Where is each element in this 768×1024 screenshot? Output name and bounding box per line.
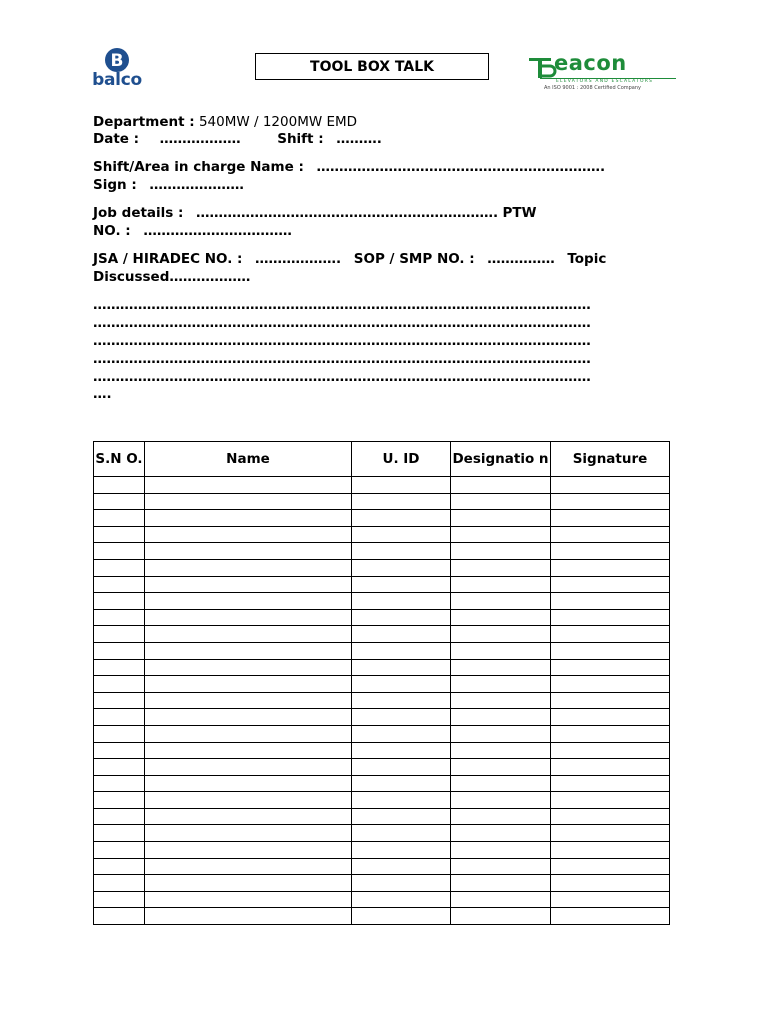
designation-cell[interactable] — [451, 908, 551, 925]
sno-cell[interactable] — [94, 559, 145, 576]
uid-cell[interactable] — [352, 808, 451, 825]
uid-cell[interactable] — [352, 543, 451, 560]
jsa-field[interactable]: ………………. — [255, 251, 342, 267]
signature-cell[interactable] — [551, 642, 670, 659]
sno-cell[interactable] — [94, 526, 145, 543]
designation-cell[interactable] — [451, 477, 551, 494]
date-shift-line — [93, 131, 382, 148]
name-cell[interactable] — [145, 559, 352, 576]
signature-cell[interactable] — [551, 808, 670, 825]
designation-cell[interactable] — [451, 642, 551, 659]
signature-cell[interactable] — [551, 891, 670, 908]
name-cell[interactable] — [145, 593, 352, 610]
header-sno: S.N O. — [94, 442, 145, 477]
designation-cell[interactable] — [451, 842, 551, 859]
designation-cell[interactable] — [451, 692, 551, 709]
signature-cell[interactable] — [551, 576, 670, 593]
uid-cell[interactable] — [352, 908, 451, 925]
uid-cell[interactable] — [352, 493, 451, 510]
date-field[interactable]: ……………… — [159, 131, 241, 147]
ptw-no-label: NO. : — [93, 223, 131, 239]
signature-cell[interactable] — [551, 908, 670, 925]
designation-cell[interactable] — [451, 609, 551, 626]
header-signature: Signature — [551, 442, 670, 477]
name-cell[interactable] — [145, 626, 352, 643]
signature-cell[interactable] — [551, 725, 670, 742]
incharge-label: Shift/Area in charge Name : — [93, 159, 304, 175]
name-cell[interactable] — [145, 510, 352, 527]
designation-cell[interactable] — [451, 775, 551, 792]
name-cell[interactable] — [145, 576, 352, 593]
name-cell[interactable] — [145, 742, 352, 759]
uid-cell[interactable] — [352, 576, 451, 593]
uid-cell[interactable] — [352, 792, 451, 809]
designation-cell[interactable] — [451, 742, 551, 759]
uid-cell[interactable] — [352, 659, 451, 676]
sno-cell[interactable] — [94, 593, 145, 610]
signature-cell[interactable] — [551, 692, 670, 709]
sno-cell[interactable] — [94, 609, 145, 626]
name-cell[interactable] — [145, 676, 352, 693]
signature-cell[interactable] — [551, 543, 670, 560]
sop-label: SOP / SMP NO. : — [353, 251, 475, 267]
header-name: Name — [145, 442, 352, 477]
beacon-tagline: ELEVATORS AND ESCALATORS — [556, 79, 654, 84]
uid-cell[interactable] — [352, 626, 451, 643]
balco-brand-text: balco — [92, 70, 142, 90]
name-cell[interactable] — [145, 775, 352, 792]
incharge-line — [93, 159, 605, 176]
table-row — [94, 493, 670, 510]
table-row — [94, 858, 670, 875]
table-row — [94, 626, 670, 643]
table-row — [94, 559, 670, 576]
form-title: TOOL BOX TALK — [255, 53, 489, 80]
uid-cell[interactable] — [352, 858, 451, 875]
signature-cell[interactable] — [551, 775, 670, 792]
uid-cell[interactable] — [352, 676, 451, 693]
uid-cell[interactable] — [352, 609, 451, 626]
sno-cell[interactable] — [94, 875, 145, 892]
designation-cell[interactable] — [451, 659, 551, 676]
sno-cell[interactable] — [94, 891, 145, 908]
sno-cell[interactable] — [94, 825, 145, 842]
uid-cell[interactable] — [352, 709, 451, 726]
table-row — [94, 742, 670, 759]
uid-cell[interactable] — [352, 842, 451, 859]
name-cell[interactable] — [145, 709, 352, 726]
table-row — [94, 642, 670, 659]
sno-cell[interactable] — [94, 676, 145, 693]
designation-cell[interactable] — [451, 875, 551, 892]
beacon-iso-text: An ISO 9001 : 2008 Certified Company — [544, 85, 642, 91]
sign-line — [93, 177, 244, 194]
name-cell[interactable] — [145, 891, 352, 908]
signature-cell[interactable] — [551, 742, 670, 759]
name-cell[interactable] — [145, 875, 352, 892]
uid-cell[interactable] — [352, 559, 451, 576]
signature-cell[interactable] — [551, 709, 670, 726]
uid-cell[interactable] — [352, 875, 451, 892]
table-row — [94, 659, 670, 676]
designation-cell[interactable] — [451, 526, 551, 543]
signature-cell[interactable] — [551, 526, 670, 543]
designation-cell[interactable] — [451, 559, 551, 576]
designation-cell[interactable] — [451, 593, 551, 610]
uid-cell[interactable] — [352, 775, 451, 792]
name-cell[interactable] — [145, 825, 352, 842]
sno-cell[interactable] — [94, 908, 145, 925]
table-row — [94, 709, 670, 726]
job-details-field[interactable]: …………………………………………………………. — [196, 205, 499, 221]
signature-cell[interactable] — [551, 676, 670, 693]
signature-cell[interactable] — [551, 477, 670, 494]
topic-dotted-line[interactable]: ………………………………………………………………………………………………… — [93, 369, 591, 385]
name-cell[interactable] — [145, 642, 352, 659]
header-designation: Designatio n — [451, 442, 551, 477]
sno-cell[interactable] — [94, 692, 145, 709]
table-row — [94, 842, 670, 859]
sno-cell[interactable] — [94, 626, 145, 643]
topic-dotted-line[interactable]: …. — [93, 386, 112, 402]
sno-cell[interactable] — [94, 725, 145, 742]
signature-cell[interactable] — [551, 759, 670, 776]
sno-cell[interactable] — [94, 659, 145, 676]
name-cell[interactable] — [145, 493, 352, 510]
signature-cell[interactable] — [551, 626, 670, 643]
name-cell[interactable] — [145, 759, 352, 776]
designation-cell[interactable] — [451, 709, 551, 726]
beacon-logo — [524, 51, 680, 95]
table-row — [94, 593, 670, 610]
name-cell[interactable] — [145, 842, 352, 859]
table-row — [94, 609, 670, 626]
signature-cell[interactable] — [551, 609, 670, 626]
job-details-label: Job details : — [93, 205, 184, 221]
table-row — [94, 908, 670, 925]
signature-cell[interactable] — [551, 559, 670, 576]
uid-cell[interactable] — [352, 891, 451, 908]
topic-dotted-line[interactable]: ………………………………………………………………………………………………… — [93, 333, 591, 349]
discussed-label: Discussed — [93, 269, 170, 285]
designation-cell[interactable] — [451, 725, 551, 742]
sno-cell[interactable] — [94, 858, 145, 875]
signature-cell[interactable] — [551, 875, 670, 892]
name-cell[interactable] — [145, 543, 352, 560]
uid-cell[interactable] — [352, 642, 451, 659]
department-line — [93, 114, 357, 131]
topic-dotted-line[interactable]: ………………………………………………………………………………………………… — [93, 315, 591, 331]
uid-cell[interactable] — [352, 477, 451, 494]
designation-cell[interactable] — [451, 858, 551, 875]
signature-cell[interactable] — [551, 825, 670, 842]
signature-cell[interactable] — [551, 659, 670, 676]
table-row — [94, 792, 670, 809]
balco-logo — [86, 48, 148, 92]
designation-cell[interactable] — [451, 808, 551, 825]
sno-cell[interactable] — [94, 493, 145, 510]
sno-cell[interactable] — [94, 510, 145, 527]
designation-cell[interactable] — [451, 493, 551, 510]
signature-cell[interactable] — [551, 858, 670, 875]
incharge-field[interactable]: ………………………………………………………. — [316, 159, 606, 175]
signature-cell[interactable] — [551, 493, 670, 510]
table-header-row — [94, 442, 670, 477]
header-uid: U. ID — [352, 442, 451, 477]
attendance-table — [93, 441, 670, 925]
designation-cell[interactable] — [451, 891, 551, 908]
table-row — [94, 477, 670, 494]
designation-cell[interactable] — [451, 676, 551, 693]
shift-label: Shift : — [277, 131, 324, 147]
attendance-table-body — [94, 477, 670, 925]
uid-cell[interactable] — [352, 825, 451, 842]
signature-cell[interactable] — [551, 792, 670, 809]
table-row — [94, 759, 670, 776]
topic-dotted-line[interactable]: ………………………………………………………………………………………………… — [93, 351, 591, 367]
table-row — [94, 692, 670, 709]
name-cell[interactable] — [145, 692, 352, 709]
name-cell[interactable] — [145, 808, 352, 825]
table-row — [94, 808, 670, 825]
ptw-no-line — [93, 223, 292, 240]
uid-cell[interactable] — [352, 510, 451, 527]
topic-label: Topic — [567, 251, 607, 267]
discussed-line — [93, 269, 250, 286]
sign-label: Sign : — [93, 177, 137, 193]
sno-cell[interactable] — [94, 709, 145, 726]
table-row — [94, 875, 670, 892]
ptw-label: PTW — [502, 205, 537, 221]
jsa-sop-line — [93, 251, 606, 268]
signature-cell[interactable] — [551, 842, 670, 859]
shift-field[interactable]: ………. — [336, 131, 382, 147]
designation-cell[interactable] — [451, 792, 551, 809]
sno-cell[interactable] — [94, 759, 145, 776]
name-cell[interactable] — [145, 526, 352, 543]
department-value[interactable]: 540MW / 1200MW EMD — [198, 114, 358, 130]
sign-field[interactable]: ………………… — [149, 177, 244, 193]
uid-cell[interactable] — [352, 526, 451, 543]
sno-cell[interactable] — [94, 792, 145, 809]
sno-cell[interactable] — [94, 477, 145, 494]
name-cell[interactable] — [145, 477, 352, 494]
signature-cell[interactable] — [551, 593, 670, 610]
ptw-no-field[interactable]: …………………………… — [143, 223, 292, 239]
table-row — [94, 510, 670, 527]
beacon-brand-text: eacon — [554, 51, 627, 75]
designation-cell[interactable] — [451, 626, 551, 643]
table-row — [94, 775, 670, 792]
sno-cell[interactable] — [94, 775, 145, 792]
sno-cell[interactable] — [94, 842, 145, 859]
table-row — [94, 576, 670, 593]
name-cell[interactable] — [145, 858, 352, 875]
sop-field[interactable]: …………… — [487, 251, 555, 267]
designation-cell[interactable] — [451, 510, 551, 527]
sno-cell[interactable] — [94, 808, 145, 825]
designation-cell[interactable] — [451, 576, 551, 593]
sno-cell[interactable] — [94, 742, 145, 759]
svg-text:B: B — [110, 51, 124, 71]
designation-cell[interactable] — [451, 825, 551, 842]
table-row — [94, 676, 670, 693]
jsa-label: JSA / HIRADEC NO. : — [93, 251, 243, 267]
table-row — [94, 891, 670, 908]
designation-cell[interactable] — [451, 759, 551, 776]
table-row — [94, 543, 670, 560]
discussed-field[interactable]: ……………… — [169, 269, 251, 285]
designation-cell[interactable] — [451, 543, 551, 560]
table-row — [94, 725, 670, 742]
table-row — [94, 526, 670, 543]
uid-cell[interactable] — [352, 692, 451, 709]
date-label: Date : — [93, 131, 140, 147]
job-details-line — [93, 205, 536, 222]
table-row — [94, 825, 670, 842]
uid-cell[interactable] — [352, 725, 451, 742]
name-cell[interactable] — [145, 908, 352, 925]
uid-cell[interactable] — [352, 742, 451, 759]
uid-cell[interactable] — [352, 759, 451, 776]
sno-cell[interactable] — [94, 642, 145, 659]
department-label: Department : — [93, 114, 195, 130]
sno-cell[interactable] — [94, 576, 145, 593]
sno-cell[interactable] — [94, 543, 145, 560]
name-cell[interactable] — [145, 609, 352, 626]
name-cell[interactable] — [145, 659, 352, 676]
name-cell[interactable] — [145, 725, 352, 742]
topic-dotted-line[interactable]: ………………………………………………………………………………………………… — [93, 297, 591, 313]
signature-cell[interactable] — [551, 510, 670, 527]
uid-cell[interactable] — [352, 593, 451, 610]
name-cell[interactable] — [145, 792, 352, 809]
